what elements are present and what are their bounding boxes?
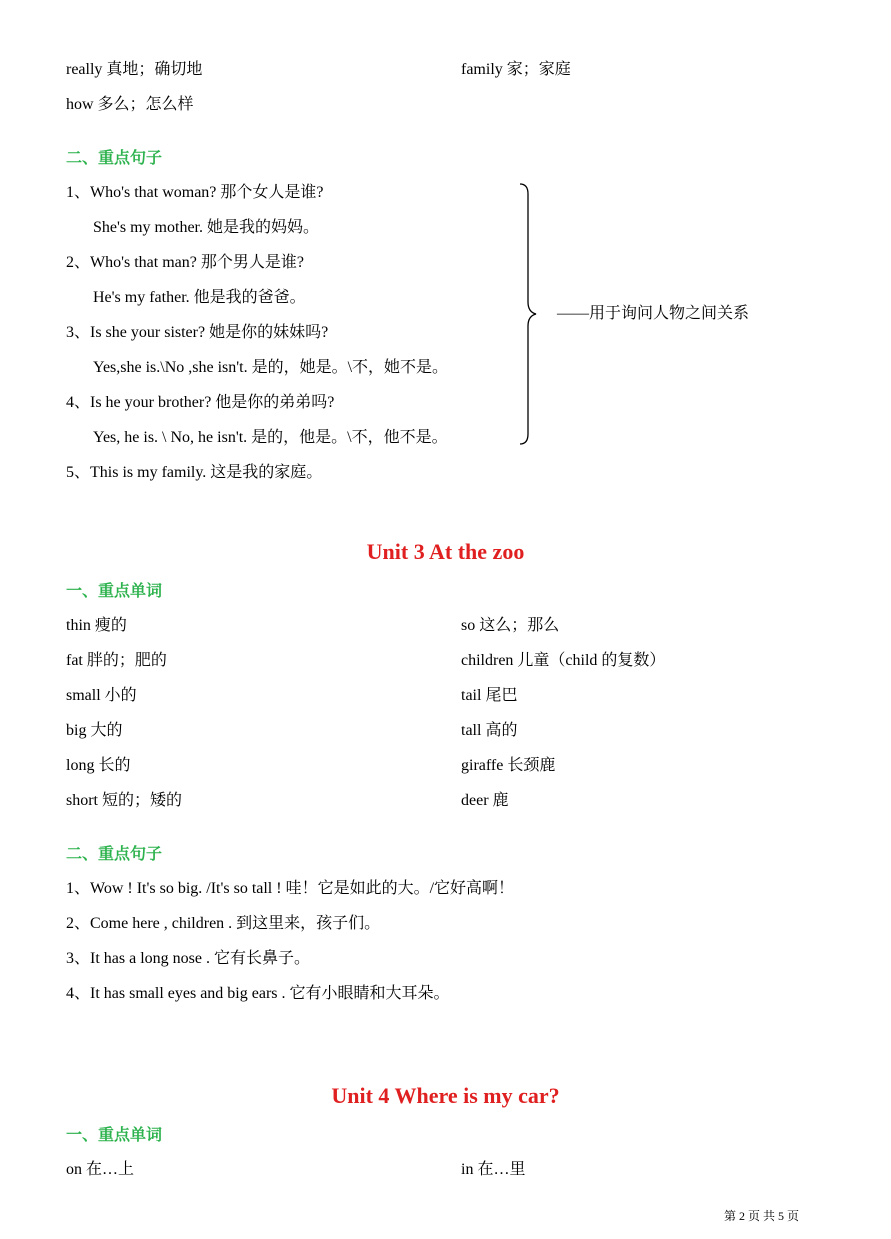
sentence-line: 1、Who's that woman? 那个女人是谁? xyxy=(66,184,324,201)
sentence-line: 4、Is he your brother? 他是你的弟弟吗? xyxy=(66,394,335,411)
section-heading: 一、重点单词 xyxy=(66,581,163,600)
vocab-word: so 这么；那么 xyxy=(461,617,560,634)
sentence-line: Yes,she is.\No ,she isn't. 是的，她是。\不，她不是。 xyxy=(93,359,449,376)
vocab-word: short 短的；矮的 xyxy=(66,792,183,809)
section-heading: 二、重点句子 xyxy=(66,844,163,863)
sentence-line: 5、This is my family. 这是我的家庭。 xyxy=(66,464,323,481)
vocab-word: really 真地；确切地 xyxy=(66,61,203,78)
unit-title: Unit 4 Where is my car? xyxy=(331,1083,560,1108)
vocab-word: in 在…里 xyxy=(461,1161,526,1178)
sentence-line: Yes, he is. \ No, he isn't. 是的，他是。\不，他不是。 xyxy=(93,429,448,446)
vocab-word: deer 鹿 xyxy=(461,792,509,809)
vocab-word: small 小的 xyxy=(66,687,137,704)
vocab-word: children 儿童（child 的复数） xyxy=(461,652,666,669)
section-heading: 一、重点单词 xyxy=(66,1125,163,1144)
vocab-word: family 家；家庭 xyxy=(461,61,571,78)
sentence-line: 4、It has small eyes and big ears . 它有小眼睛和大耳朵。 xyxy=(66,985,450,1002)
sentence-line: 3、It has a long nose . 它有长鼻子。 xyxy=(66,950,310,967)
section-heading: 二、重点句子 xyxy=(66,148,163,167)
right-brace-icon xyxy=(515,182,545,446)
vocab-word: big 大的 xyxy=(66,722,123,739)
vocab-word: giraffe 长颈鹿 xyxy=(461,757,556,774)
sentence-line: 2、Come here , children . 到这里来，孩子们。 xyxy=(66,915,381,932)
vocab-word: long 长的 xyxy=(66,757,131,774)
sentence-line: 3、Is she your sister? 她是你的妹妹吗? xyxy=(66,324,329,341)
vocab-word: on 在…上 xyxy=(66,1161,135,1178)
sentence-line: She's my mother. 她是我的妈妈。 xyxy=(93,219,319,236)
vocab-word: tail 尾巴 xyxy=(461,687,518,704)
vocab-word: fat 胖的；肥的 xyxy=(66,652,167,669)
sentence-line: 1、Wow ! It's so big. /It's so tall ! 哇！它是如此的大。/它好高啊！ xyxy=(66,880,515,897)
unit-title: Unit 3 At the zoo xyxy=(366,539,525,564)
sentence-line: He's my father. 他是我的爸爸。 xyxy=(93,289,306,306)
brace-note: ——用于询问人物之间关系 xyxy=(557,305,750,322)
vocab-word: thin 瘦的 xyxy=(66,617,127,634)
sentence-line: 2、Who's that man? 那个男人是谁? xyxy=(66,254,304,271)
vocab-word: tall 高的 xyxy=(461,722,518,739)
page-number: 第 2 页 共 5 页 xyxy=(724,1209,800,1223)
vocab-word: how 多么；怎么样 xyxy=(66,96,194,113)
